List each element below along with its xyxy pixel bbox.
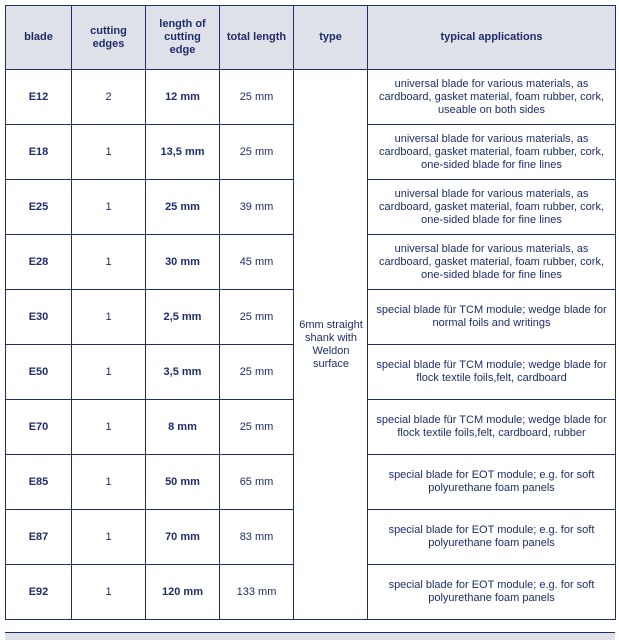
cell-length: 50 mm xyxy=(146,455,220,510)
cell-blade: E50 xyxy=(6,345,72,400)
cell-length: 12 mm xyxy=(146,70,220,125)
cell-total: 25 mm xyxy=(220,290,294,345)
header-type: type xyxy=(294,6,368,70)
cell-applications: special blade für TCM module; wedge blade for flock textile foils,felt, cardboard, rubber xyxy=(368,400,616,455)
header-blade: blade xyxy=(6,6,72,70)
cell-applications: universal blade for various materials, as cardboard, gasket material, foam rubber, cork, one-sided blade for fine lines xyxy=(368,180,616,235)
header-typical-applications: typical applications xyxy=(368,6,616,70)
cell-length: 3,5 mm xyxy=(146,345,220,400)
cell-total: 133 mm xyxy=(220,565,294,620)
cell-blade: E25 xyxy=(6,180,72,235)
cell-blade: E92 xyxy=(6,565,72,620)
type-text: 6mm straight shank with Weldon surface xyxy=(299,318,363,370)
cell-edges: 1 xyxy=(72,125,146,180)
cell-blade: E28 xyxy=(6,235,72,290)
cell-total: 25 mm xyxy=(220,125,294,180)
cell-edges: 1 xyxy=(72,180,146,235)
cell-length: 8 mm xyxy=(146,400,220,455)
cell-total: 25 mm xyxy=(220,70,294,125)
cell-edges: 1 xyxy=(72,345,146,400)
cell-length: 25 mm xyxy=(146,180,220,235)
cell-blade: E18 xyxy=(6,125,72,180)
cell-total: 45 mm xyxy=(220,235,294,290)
cell-blade: E70 xyxy=(6,400,72,455)
cell-applications: special blade for EOT module; e.g. for soft polyurethane foam panels xyxy=(368,565,616,620)
cell-blade: E12 xyxy=(6,70,72,125)
cell-total: 25 mm xyxy=(220,400,294,455)
cell-applications: special blade für TCM module; wedge blade for flock textile foils,felt, cardboard xyxy=(368,345,616,400)
cell-length: 2,5 mm xyxy=(146,290,220,345)
cell-total: 39 mm xyxy=(220,180,294,235)
cell-applications: special blade für TCM module; wedge blade for normal foils and writings xyxy=(368,290,616,345)
cell-applications: universal blade for various materials, as cardboard, gasket material, foam rubber, cork, one-sided blade for fine lines xyxy=(368,235,616,290)
cell-length: 70 mm xyxy=(146,510,220,565)
cell-total: 83 mm xyxy=(220,510,294,565)
header-length-of-cutting-edge: length of cutting edge xyxy=(146,6,220,70)
cell-edges: 1 xyxy=(72,290,146,345)
cell-applications: special blade for EOT module; e.g. for soft polyurethane foam panels xyxy=(368,455,616,510)
cell-total: 25 mm xyxy=(220,345,294,400)
cell-edges: 2 xyxy=(72,70,146,125)
blade-table xyxy=(5,5,616,620)
header-total-length: total length xyxy=(220,6,294,70)
cell-blade: E30 xyxy=(6,290,72,345)
cell-length: 13,5 mm xyxy=(146,125,220,180)
cell-edges: 1 xyxy=(72,455,146,510)
cell-length: 120 mm xyxy=(146,565,220,620)
cell-edges: 1 xyxy=(72,565,146,620)
cell-edges: 1 xyxy=(72,235,146,290)
cell-blade: E85 xyxy=(6,455,72,510)
cell-applications: special blade for EOT module; e.g. for soft polyurethane foam panels xyxy=(368,510,616,565)
table-header-row xyxy=(6,6,616,70)
cell-applications: universal blade for various materials, as cardboard, gasket material, foam rubber, cork, one-sided blade for fine lines xyxy=(368,125,616,180)
header-cutting-edges: cutting edges xyxy=(72,6,146,70)
cell-type xyxy=(294,70,368,620)
cell-edges: 1 xyxy=(72,510,146,565)
cell-applications: universal blade for various materials, as cardboard, gasket material, foam rubber, cork, useable on both sides xyxy=(368,70,616,125)
cell-length: 30 mm xyxy=(146,235,220,290)
cell-edges: 1 xyxy=(72,400,146,455)
cell-total: 65 mm xyxy=(220,455,294,510)
cell-blade: E87 xyxy=(6,510,72,565)
table-row xyxy=(6,70,616,125)
